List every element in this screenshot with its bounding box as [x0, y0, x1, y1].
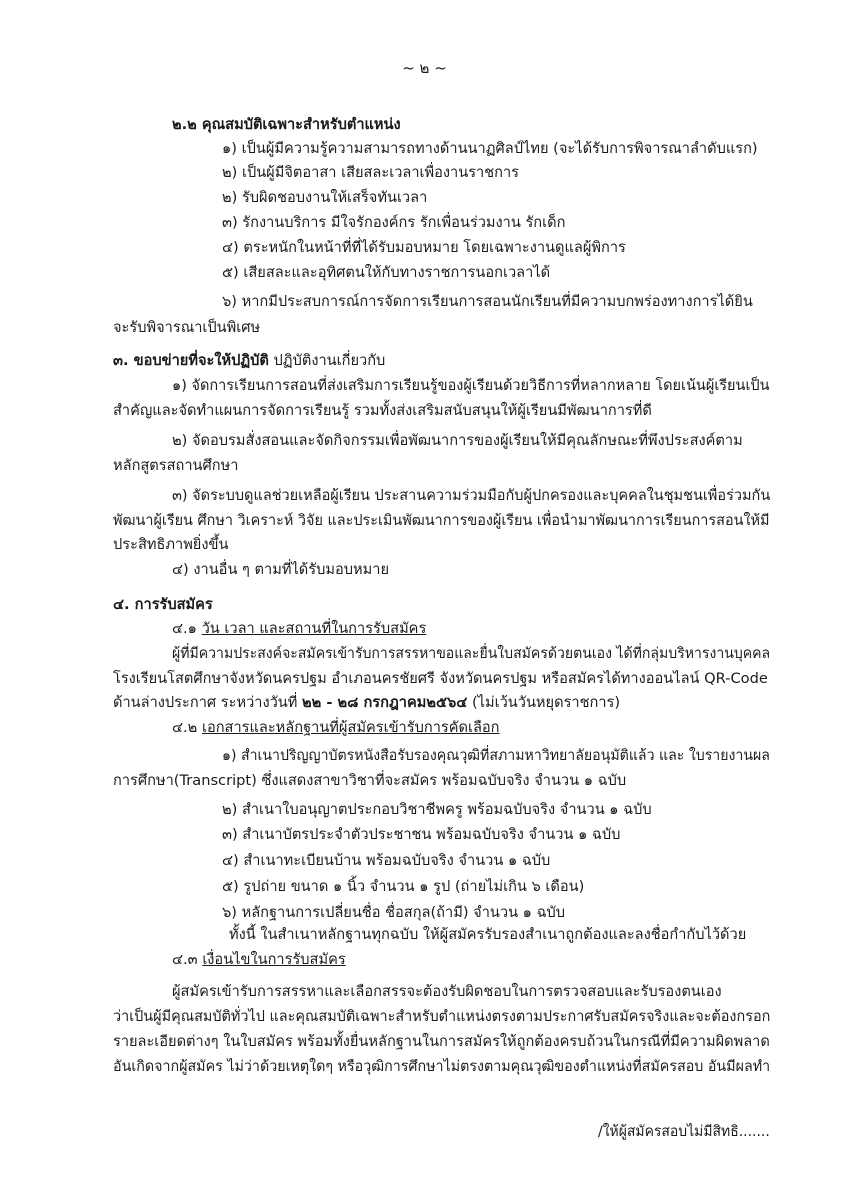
s43-title: เงื่อนไขในการรับสมัคร [202, 951, 346, 968]
s41-line-1: ผู้ที่มีความประสงค์จะสมัครเข้ารับการสรรหาขอและยื่นใบสมัครด้วยตนเอง ได้ที่กลุ่มบริหารงานบุคคล [172, 645, 771, 662]
s3-item-3-line-2: พัฒนาผู้เรียน ศึกษา วิเคราะห์ วิจัย และประเมินพัฒนาการของผู้เรียน เพื่อนำมาพัฒนาการเรียนการสอนให้มี [113, 512, 770, 529]
s43-line-2: ว่าเป็นผู้มีคุณสมบัติทั่วไป และคุณสมบัติเฉพาะสำหรับตำแหน่งตรงตามประกาศรับสมัครจริงและจะต้องกรอก [113, 1008, 771, 1025]
s22-item-3: ๒) รับผิดชอบงานให้เสร็จทันเวลา [222, 189, 428, 206]
page-number: ~ ๒ ~ [402, 59, 447, 77]
s22-item-5: ๔) ตระหนักในหน้าที่ที่ได้รับมอบหมาย โดยเฉพาะงานดูแลผู้พิการ [222, 239, 626, 256]
s41-number: ๔.๑ [172, 620, 197, 637]
section-3-heading: ๓. ขอบข่ายที่จะให้ปฏิบัติ [113, 352, 269, 369]
s3-item-4: ๔) งานอื่น ๆ ตามที่ได้รับมอบหมาย [172, 561, 389, 578]
s42-item-5: ๕) รูปถ่าย ขนาด ๑ นิ้ว จำนวน ๑ รูป (ถ่ายไม่เกิน ๖ เดือน) [222, 878, 585, 895]
s42-heading-line [172, 717, 500, 739]
s42-number: ๔.๒ [172, 719, 198, 736]
section-4-heading: ๔. การรับสมัคร [113, 596, 213, 613]
s41-heading-line [172, 618, 426, 640]
s42-item-6: ๖) หลักฐานการเปลี่ยนชื่อ ชื่อสกุล(ถ้ามี) จำนวน ๑ ฉบับ [222, 904, 566, 921]
s22-item-7-line-1: ๖) หากมีประสบการณ์การจัดการเรียนการสอนนักเรียนที่มีความบกพร่องทางการได้ยิน [222, 293, 753, 310]
s3-item-1-line-2: สำคัญและจัดทำแผนการจัดการเรียนรู้ รวมทั้งส่งเสริมสนับสนุนให้ผู้เรียนมีพัฒนาการที่ดี [113, 402, 652, 419]
section-2-2-heading: ๒.๒ คุณสมบัติเฉพาะสำหรับตำแหน่ง [172, 116, 401, 133]
s43-line-4: อันเกิดจากผู้สมัคร ไม่ว่าด้วยเหตุใดๆ หรือวุฒิการศึกษาไม่ตรงตามคุณวุฒิของตำแหน่งที่สมัครสอบ อันมีผลทำ [113, 1058, 771, 1075]
s22-item-4: ๓) รักงานบริการ มีใจรักองค์กร รักเพื่อนร่วมงาน รักเด็ก [222, 214, 566, 231]
s42-item-2: ๒) สำเนาใบอนุญาตประกอบวิชาชีพครู พร้อมฉบับจริง จำนวน ๑ ฉบับ [222, 801, 652, 818]
s43-line-1: ผู้สมัครเข้ารับการสรรหาและเลือกสรรจะต้องรับผิดชอบในการตรวจสอบและรับรองตนเอง [172, 983, 722, 1000]
s42-item-4: ๔) สำเนาทะเบียนบ้าน พร้อมฉบับจริง จำนวน ๑ ฉบับ [222, 852, 551, 869]
s43-number: ๔.๓ [172, 951, 198, 968]
s42-item-3: ๓) สำเนาบัตรประจำตัวประชาชน พร้อมฉบับจริง จำนวน ๑ ฉบับ [222, 826, 621, 843]
continuation-text: /ให้ผู้สมัครสอบไม่มีสิทธิ....... [598, 1123, 770, 1140]
s41-line-2: โรงเรียนโสตศึกษาจังหวัดนครปฐม อำเภอนครชัยศรี จังหวัดนครปฐม หรือสมัครได้ทางออนไลน์ QR-Code [113, 670, 768, 687]
s22-item-2: ๒) เป็นผู้มีจิตอาสา เสียสละเวลาเพื่องานราชการ [222, 164, 520, 181]
s41-line-3 [113, 692, 620, 714]
s43-line-3: รายละเอียดต่างๆ ในใบสมัคร พร้อมทั้งยื่นหลักฐานในการสมัครให้ถูกต้องครบถ้วนในกรณีที่มีความผิดพลาด [113, 1033, 770, 1050]
s41-date-range: ๒๒ - ๒๘ กรกฎาคม๒๕๖๔ [302, 694, 468, 711]
s42-note: ทั้งนี้ ในสำเนาหลักฐานทุกฉบับ ให้ผู้สมัครรับรองสำเนาถูกต้องและลงชื่อกำกับไว้ด้วย [229, 926, 747, 943]
s3-item-1-line-1: ๑) จัดการเรียนการสอนที่ส่งเสริมการเรียนรู้ของผู้เรียนด้วยวิธีการที่หลากหลาย โดยเน้นผู้เรียนเป็น [172, 377, 770, 394]
s41-title: วัน เวลา และสถานที่ในการรับสมัคร [201, 620, 427, 637]
s22-item-7-line-2: จะรับพิจารณาเป็นพิเศษ [113, 319, 261, 336]
section-3-heading-line [113, 350, 385, 372]
s42-title: เอกสารและหลักฐานที่ผู้สมัครเข้ารับการคัดเลือก [201, 719, 500, 736]
s42-item-1-line-1: ๑) สำเนาปริญญาบัตรหนังสือรับรองคุณวุฒิที่สภามหาวิทยาลัยอนุมัติแล้ว และ ใบรายงานผล [222, 747, 770, 764]
s3-item-3-line-1: ๓) จัดระบบดูแลช่วยเหลือผู้เรียน ประสานความร่วมมือกับผู้ปกครองและบุคคลในชุมชนเพื่อร่วมกัน [172, 487, 771, 504]
s3-item-2-line-1: ๒) จัดอบรมสั่งสอนและจัดกิจกรรมเพื่อพัฒนาการของผู้เรียนให้มีคุณลักษณะที่พึงประสงค์ตาม [172, 432, 743, 449]
s41-date-prefix: ด้านล่างประกาศ ระหว่างวันที่ [113, 694, 303, 711]
section-3-heading-rest: ปฏิบัติงานเกี่ยวกับ [273, 352, 386, 369]
s3-item-3-line-3: ประสิทธิภาพยิ่งขึ้น [113, 536, 229, 553]
s22-item-1: ๑) เป็นผู้มีความรู้ความสามารถทางด้านนาฏศิลป์ไทย (จะได้รับการพิจารณาลำดับแรก) [222, 140, 758, 157]
s41-date-suffix: (ไม่เว้นวันหยุดราชการ) [467, 694, 621, 711]
s3-item-2-line-2: หลักสูตรสถานศึกษา [113, 457, 239, 474]
s43-heading-line [172, 949, 346, 971]
s22-item-6: ๕) เสียสละและอุทิศตนให้กับทางราชการนอกเวลาได้ [222, 264, 551, 281]
s42-item-1-line-2: การศึกษา(Transcript) ซึ่งแสดงสาขาวิชาที่จะสมัคร พร้อมฉบับจริง จำนวน ๑ ฉบับ [113, 772, 627, 789]
